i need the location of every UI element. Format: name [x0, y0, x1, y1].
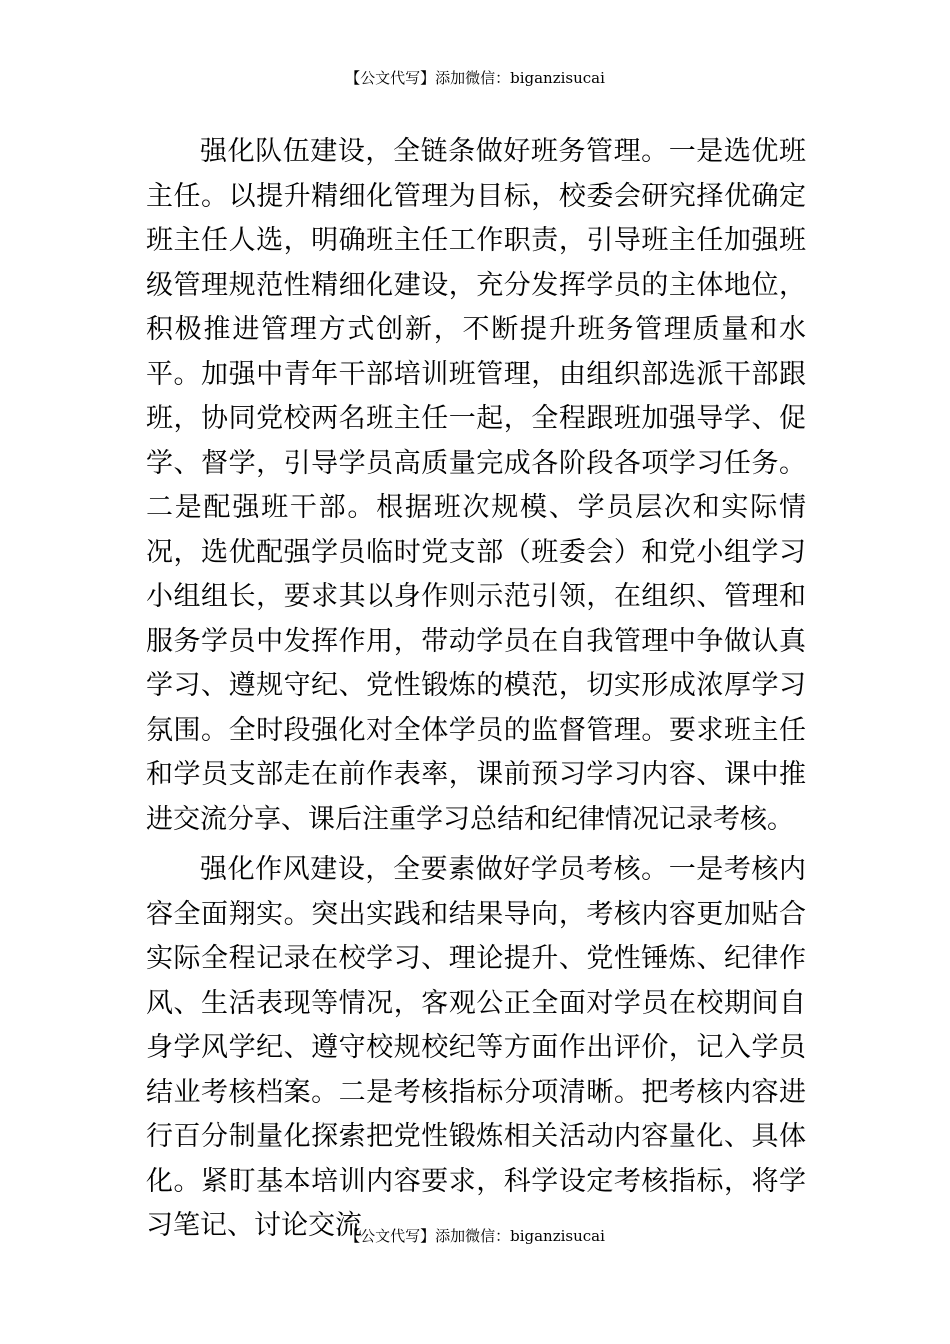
document-body	[146, 130, 806, 1255]
paragraph-team-building: 强化队伍建设，全链条做好班务管理。一是选优班主任。以提升精细化管理为目标，校委会研究择优确定班主任人选，明确班主任工作职责，引导班主任加强班级管理规范性精细化建设，充分发挥学员的主体地位，积极推进管理方式创新，不断提升班务管理质量和水平。加强中青年干部培训班管理，由组织部选派干部跟班，协同党校两名班主任一起，全程跟班加强导学、促学、督学，引导学员高质量完成各阶段各项学习任务。二是配强班干部。根据班次规模、学员层次和实际情况，选优配强学员临时党支部（班委会）和党小组学习小组组长，要求其以身作则示范引领，在组织、管理和服务学员中发挥作用，带动学员在自我管理中争做认真学习、遵规守纪、党性锻炼的模范，切实形成浓厚学习氛围。全时段强化对全体学员的监督管理。要求班主任和学员支部走在前作表率，课前预习学习内容、课中推进交流分享、课后注重学习总结和纪律情况记录考核。	[146, 136, 806, 835]
page-header: 【公文代写】添加微信：biganzisucai	[345, 69, 605, 87]
page-footer: 【公文代写】添加微信：biganzisucai	[345, 1227, 605, 1245]
paragraph-style-building: 强化作风建设，全要素做好学员考核。一是考核内容全面翔实。突出实践和结果导向，考核内容更加贴合实际全程记录在校学习、理论提升、党性锤炼、纪律作风、生活表现等情况，客观公正全面对学员在校期间自身学风学纪、遵守校规校纪等方面作出评价，记入学员结业考核档案。二是考核指标分项清晰。把考核内容进行百分制量化探索把党性锻炼相关活动内容量化、具体化。紧盯基本培训内容要求，科学设定考核指标，将学习笔记、讨论交流	[146, 854, 806, 1241]
